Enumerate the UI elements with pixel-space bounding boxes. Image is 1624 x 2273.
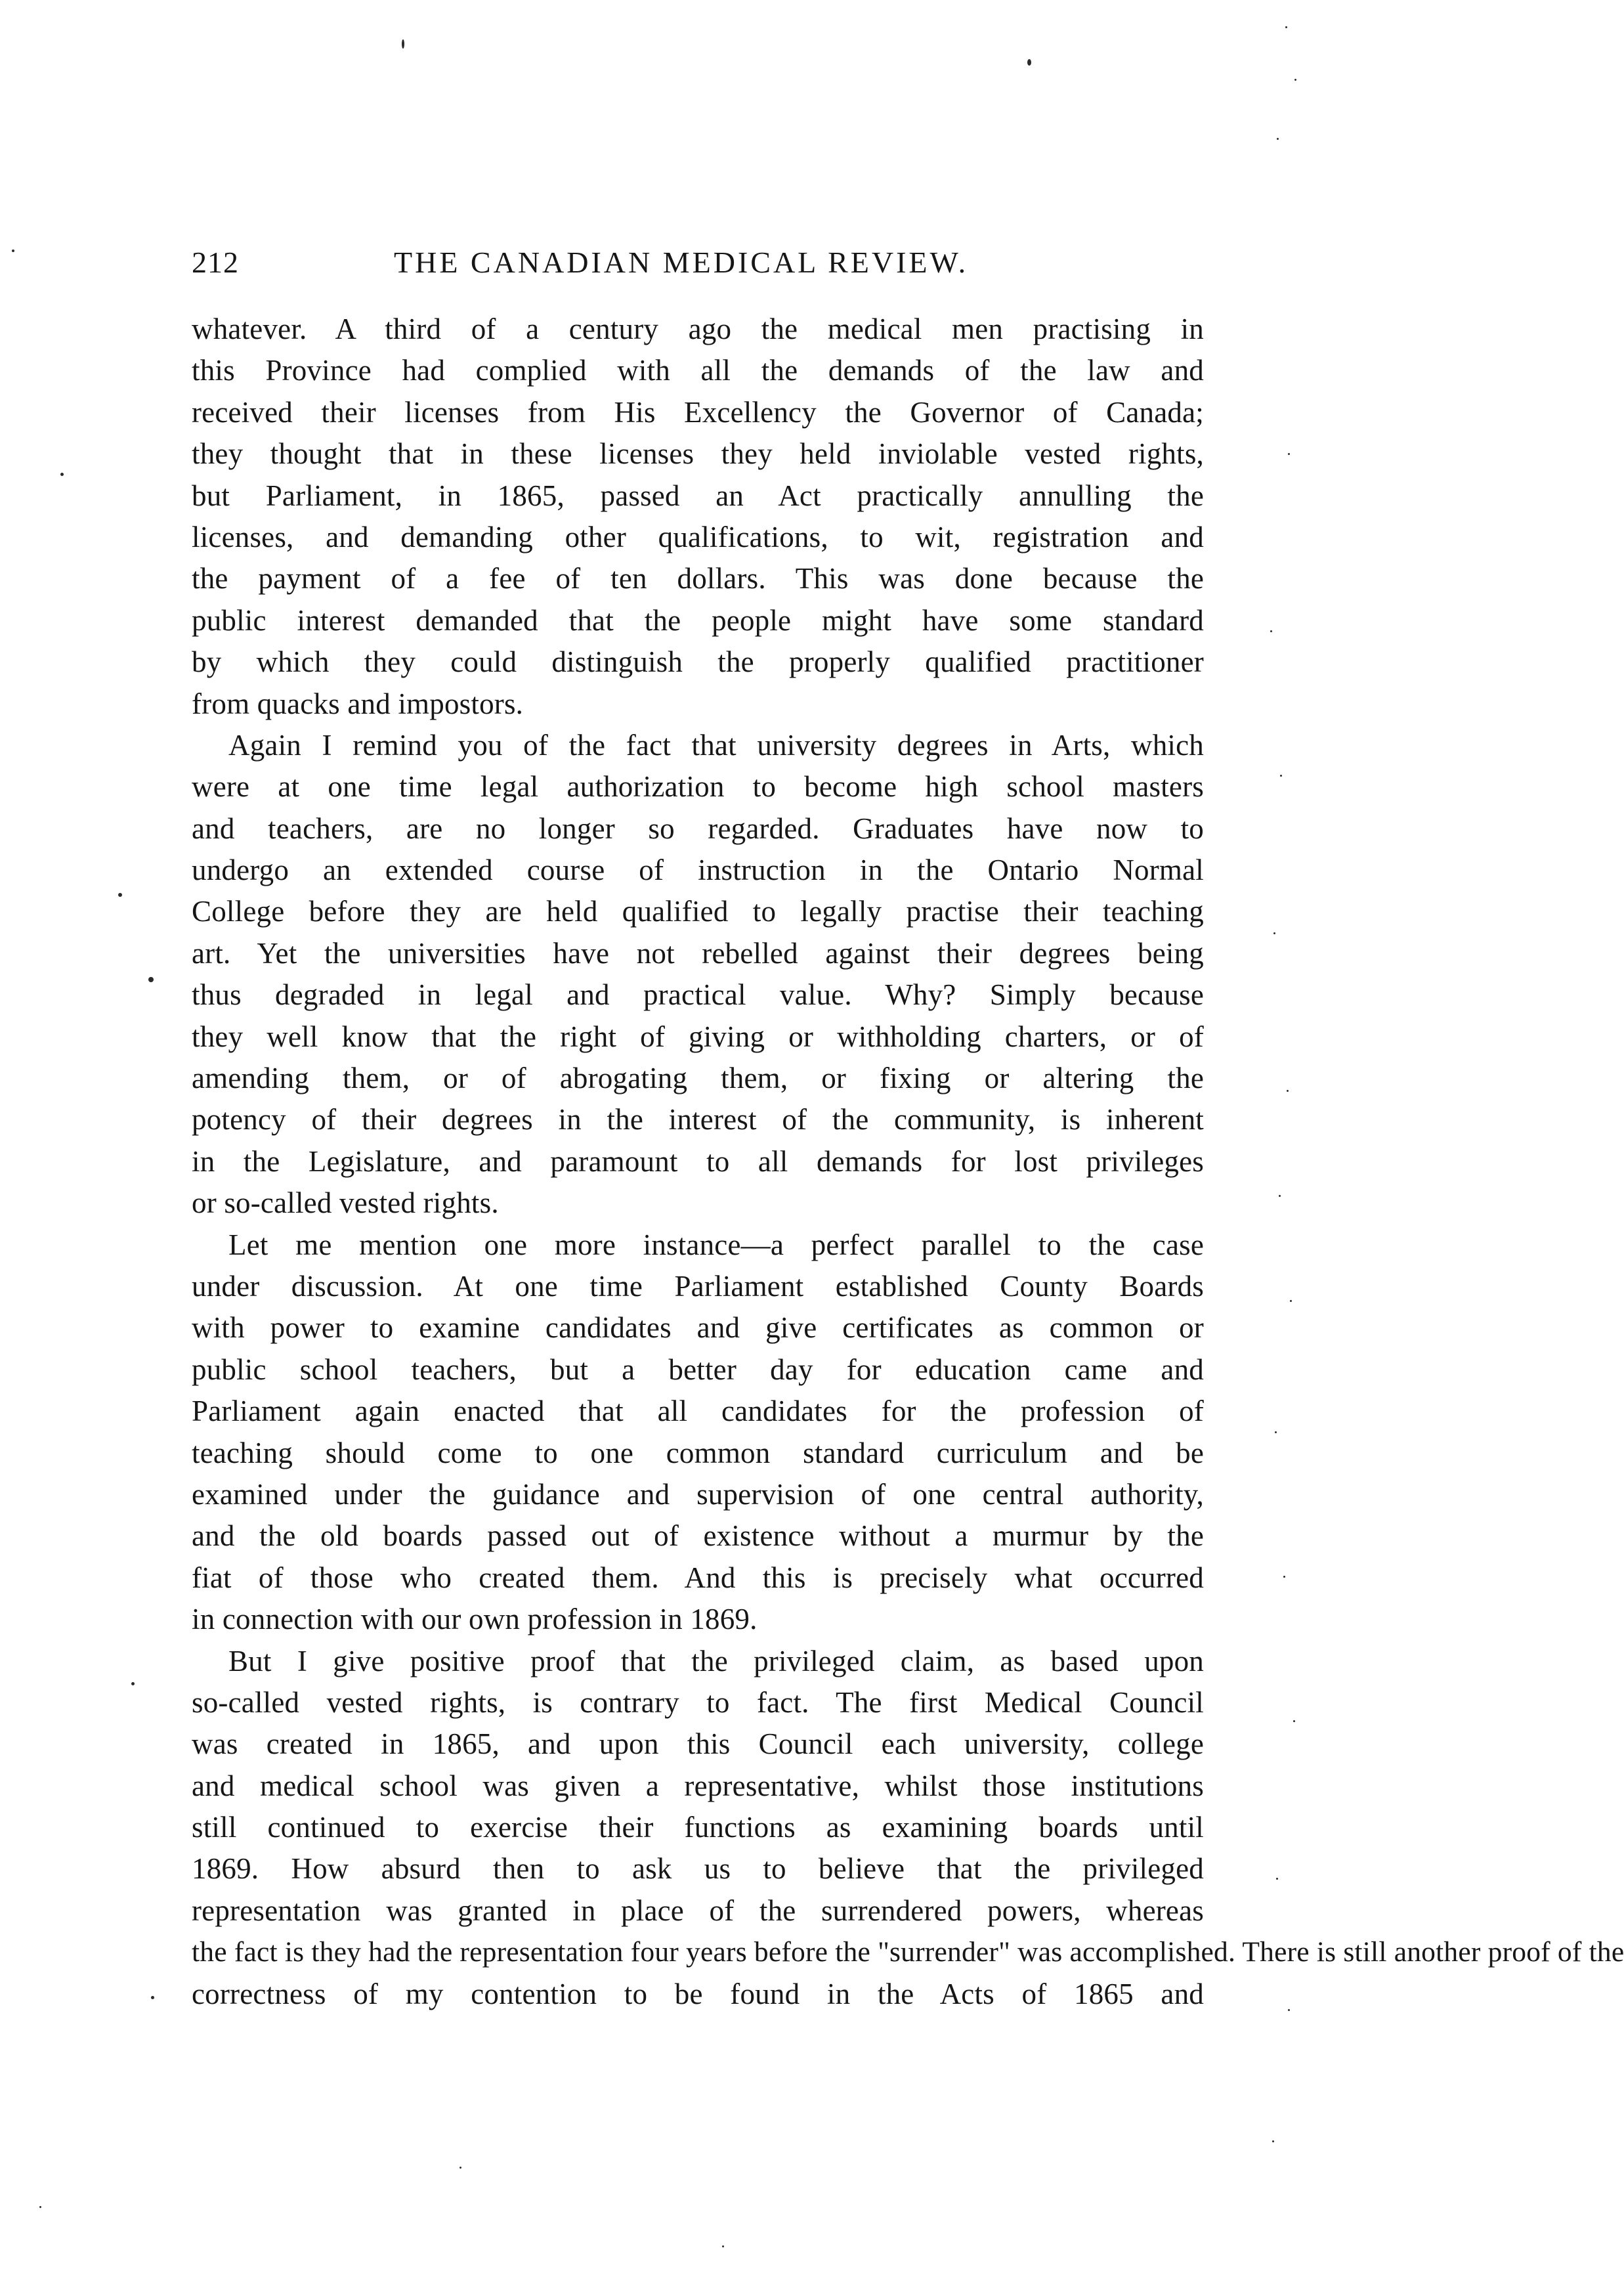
speck (1288, 453, 1290, 455)
speck (1027, 59, 1031, 66)
text-line: 1869. How absurd then to ask us to believe that the privileged (192, 1852, 1204, 1886)
text-line: from quacks and impostors. (192, 687, 524, 720)
text-line: fiat of those who created them. And this is precisely what occurred (192, 1561, 1204, 1594)
speck (1280, 775, 1282, 777)
page-number: 212 (192, 246, 239, 279)
text-line: this Province had complied with all the demands of the law and (192, 354, 1204, 387)
text-line: whatever. A third of a century ago the medical men practising in (192, 313, 1204, 345)
text-line: teaching should come to one common standard curriculum and be (192, 1436, 1204, 1469)
text-line: examined under the guidance and supervision of one central authority, (192, 1477, 1204, 1511)
speck (459, 2167, 461, 2169)
text-line: representation was granted in place of the surrendered powers, whereas (192, 1894, 1204, 1927)
text-line: were at one time legal authorization to become high school masters (192, 770, 1204, 804)
speck (1276, 1878, 1278, 1880)
speck (1273, 932, 1275, 934)
text-line: in connection with our own profession in 1869. (192, 1603, 758, 1636)
speck (1288, 2009, 1290, 2011)
speck (1293, 1720, 1295, 1722)
speck (402, 39, 404, 49)
speck (131, 1682, 135, 1685)
text-line: by which they could distinguish the properly qualified practitioner (192, 645, 1204, 679)
text-line: Parliament again enacted that all candidates for the profession of (192, 1395, 1204, 1428)
text-line: Let me mention one more instance—a perfect parallel to the case (228, 1228, 1204, 1261)
speck (1279, 1195, 1281, 1197)
text-line: licenses, and demanding other qualifications, to wit, registration and (192, 520, 1204, 553)
text-line: thus degraded in legal and practical value. Why? Simply because (192, 978, 1204, 1012)
speck (1270, 630, 1272, 632)
speck (60, 473, 64, 476)
paragraph-2 (192, 725, 1204, 1224)
speck (148, 977, 154, 982)
text-line: so-called vested rights, is contrary to fact. The first Medical Council (192, 1685, 1204, 1719)
text-line: they thought that in these licenses they held inviolable vested rights, (192, 437, 1204, 471)
text-line: public interest demanded that the people might have some standard (192, 603, 1204, 637)
text-line: Again I remind you of the fact that university degrees in Arts, which (228, 728, 1204, 762)
paragraph-1 (192, 309, 1204, 725)
speck (1277, 138, 1279, 140)
text-line: amending them, or of abrogating them, or fixing or altering the (192, 1062, 1204, 1095)
speck (118, 893, 122, 897)
text-line: potency of their degrees in the interest of the community, is inherent (192, 1103, 1204, 1136)
text-line: and the old boards passed out of existence without a murmur by the (192, 1519, 1204, 1553)
text-line: undergo an extended course of instruction in the Ontario Normal (192, 854, 1204, 887)
speck (39, 2206, 41, 2208)
text-line: and teachers, are no longer so regarded. Graduates have now to (192, 812, 1204, 845)
text-line: with power to examine candidates and give certificates as common or (192, 1311, 1204, 1345)
page-header (192, 243, 1203, 282)
text-line: correctness of my contention to be found in the Acts of 1865 and (192, 1977, 1204, 2010)
speck (151, 1996, 154, 1999)
running-title: THE CANADIAN MEDICAL REVIEW. (394, 246, 969, 279)
speck (722, 2245, 724, 2247)
text-line: But I give positive proof that the privileged claim, as based upon (228, 1644, 1204, 1678)
text-line: received their licenses from His Excellency the Governor of Canada; (192, 395, 1204, 429)
text-line: or so-called vested rights. (192, 1186, 499, 1220)
speck (1272, 2140, 1274, 2142)
text-line: and medical school was given a representative, whilst those institutions (192, 1769, 1204, 1802)
paragraph-3 (192, 1224, 1204, 1641)
text-line: they well know that the right of giving or withholding charters, or of (192, 1020, 1204, 1053)
article-body (192, 309, 1624, 2015)
text-line: College before they are held qualified to legally practise their teaching (192, 895, 1204, 928)
text-line: still continued to exercise their functions as examining boards until (192, 1811, 1204, 1844)
speck (1287, 1090, 1289, 1092)
text-line: the fact is they had the representation four years before the "surrender" was accomplished. There is still another proof of the (192, 1936, 1624, 1968)
text-line: public school teachers, but a better day for education came and (192, 1353, 1204, 1386)
text-line: was created in 1865, and upon this Council each university, college (192, 1727, 1204, 1761)
text-line: the payment of a fee of ten dollars. This was done because the (192, 562, 1204, 595)
speck (1285, 26, 1287, 28)
text-line: under discussion. At one time Parliament established County Boards (192, 1269, 1204, 1303)
speck (1283, 1576, 1285, 1578)
speck (1290, 1300, 1292, 1302)
text-line: in the Legislature, and paramount to all demands for lost privileges (192, 1144, 1204, 1178)
text-line: but Parliament, in 1865, passed an Act practically annulling the (192, 479, 1204, 512)
paragraph-4 (192, 1641, 1624, 2016)
speck (12, 249, 14, 252)
speck (1275, 1431, 1277, 1433)
speck (1294, 79, 1296, 81)
text-line: art. Yet the universities have not rebelled against their degrees being (192, 936, 1204, 970)
